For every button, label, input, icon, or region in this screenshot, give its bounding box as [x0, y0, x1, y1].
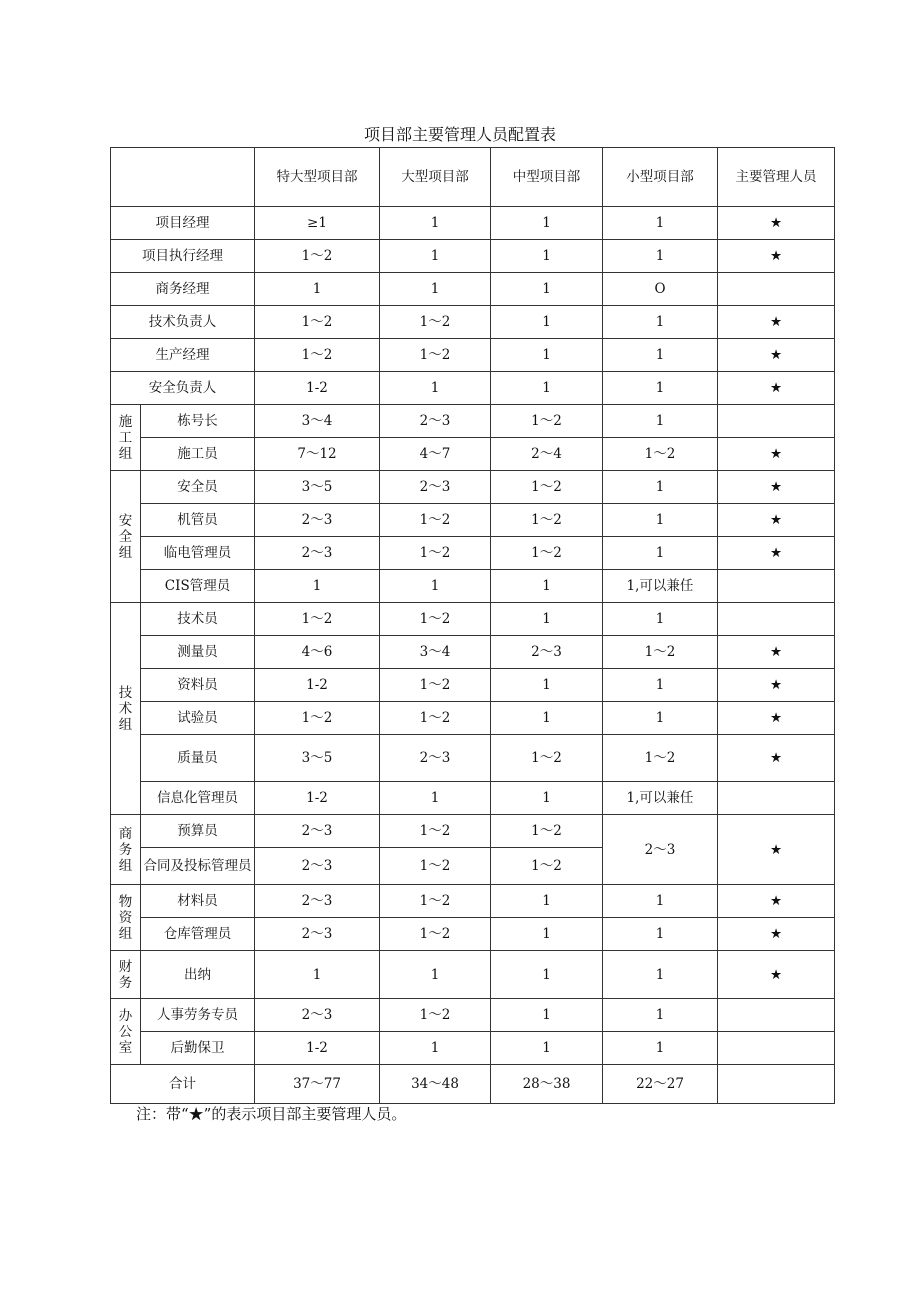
value-cell: 1,可以兼任	[603, 782, 718, 815]
header-medium: 中型项目部	[491, 148, 603, 207]
value-cell: 2～3	[255, 918, 380, 951]
value-cell-merged: 2～3	[603, 815, 718, 885]
role-cell: 安全员	[141, 471, 255, 504]
value-cell: 1～2	[380, 918, 491, 951]
role-cell: 资料员	[141, 669, 255, 702]
value-cell: 1	[491, 669, 603, 702]
star-icon: ★	[718, 636, 835, 669]
value-cell: 1～2	[380, 603, 491, 636]
value-cell: 3～5	[255, 735, 380, 782]
role-cell: 材料员	[141, 885, 255, 918]
value-cell: 1	[603, 339, 718, 372]
value-cell: 1～2	[255, 702, 380, 735]
role-cell: 机管员	[141, 504, 255, 537]
star-icon: ★	[718, 815, 835, 885]
value-cell: 2～3	[255, 537, 380, 570]
value-cell: 1-2	[255, 372, 380, 405]
table-row	[111, 537, 835, 570]
value-cell: 1	[491, 207, 603, 240]
role-cell: 预算员	[141, 815, 255, 848]
value-cell: 1～2	[255, 603, 380, 636]
value-cell: 1-2	[255, 782, 380, 815]
group-label-materials: 物 资 组	[111, 885, 141, 951]
value-cell: 1	[255, 570, 380, 603]
star-icon: ★	[718, 951, 835, 999]
star-icon: ★	[718, 471, 835, 504]
group-label-construction: 施 工 组	[111, 405, 141, 471]
value-cell: 1	[603, 306, 718, 339]
value-cell: 1	[380, 1032, 491, 1065]
value-cell: 7～12	[255, 438, 380, 471]
value-cell: 1	[603, 999, 718, 1032]
group-label-finance: 财 务	[111, 951, 141, 999]
value-cell: 2～3	[255, 885, 380, 918]
total-value: 28～38	[491, 1065, 603, 1104]
value-cell: 1	[603, 471, 718, 504]
key-cell	[718, 405, 835, 438]
key-cell	[718, 999, 835, 1032]
table-row	[111, 306, 835, 339]
key-cell	[718, 570, 835, 603]
value-cell: 1	[491, 999, 603, 1032]
value-cell: 1	[255, 951, 380, 999]
value-cell: 1～2	[255, 240, 380, 273]
value-cell: 1～2	[380, 537, 491, 570]
value-cell: 2～3	[255, 815, 380, 848]
value-cell: 1	[491, 306, 603, 339]
value-cell: 1～2	[380, 306, 491, 339]
value-cell: 1	[380, 240, 491, 273]
value-cell: 1	[380, 951, 491, 999]
table-row	[111, 999, 835, 1032]
value-cell: 1	[491, 951, 603, 999]
table-row	[111, 240, 835, 273]
header-key-staff: 主要管理人员	[718, 148, 835, 207]
role-cell: CIS管理员	[141, 570, 255, 603]
star-icon: ★	[718, 306, 835, 339]
role-cell: 出纳	[141, 951, 255, 999]
value-cell: 1～2	[491, 471, 603, 504]
value-cell: 1	[603, 885, 718, 918]
value-cell: 1～2	[380, 848, 491, 885]
value-cell: 2～3	[380, 471, 491, 504]
value-cell: 1～2	[491, 504, 603, 537]
value-cell: 1	[491, 372, 603, 405]
value-cell: 1～2	[255, 339, 380, 372]
value-cell: 1～2	[491, 815, 603, 848]
star-icon: ★	[718, 504, 835, 537]
total-label: 合计	[111, 1065, 255, 1104]
value-cell: 1	[491, 603, 603, 636]
star-icon: ★	[718, 702, 835, 735]
role-cell: 栋号长	[141, 405, 255, 438]
role-cell: 项目执行经理	[111, 240, 255, 273]
total-value: 37～77	[255, 1065, 380, 1104]
star-icon: ★	[718, 339, 835, 372]
table-row	[111, 471, 835, 504]
table-row	[111, 782, 835, 815]
group-label-office: 办 公 室	[111, 999, 141, 1065]
header-small: 小型项目部	[603, 148, 718, 207]
value-cell: 1～2	[491, 848, 603, 885]
value-cell: 2～3	[380, 735, 491, 782]
role-cell: 临电管理员	[141, 537, 255, 570]
total-row	[111, 1065, 835, 1104]
role-cell: 试验员	[141, 702, 255, 735]
group-label-safety: 安 全 组	[111, 471, 141, 603]
table-title: 项目部主要管理人员配置表	[363, 125, 556, 144]
star-icon: ★	[718, 918, 835, 951]
role-cell: 质量员	[141, 735, 255, 782]
table-row	[111, 951, 835, 999]
table-row	[111, 636, 835, 669]
table-row	[111, 438, 835, 471]
value-cell: 1	[603, 918, 718, 951]
value-cell: 1	[380, 782, 491, 815]
value-cell: 1	[603, 669, 718, 702]
value-cell: 1	[491, 240, 603, 273]
role-cell: 测量员	[141, 636, 255, 669]
value-cell: 4～7	[380, 438, 491, 471]
role-cell: 仓库管理员	[141, 918, 255, 951]
value-cell: 3～4	[380, 636, 491, 669]
value-cell: 1	[491, 1032, 603, 1065]
role-cell: 项目经理	[111, 207, 255, 240]
value-cell: 1	[603, 504, 718, 537]
value-cell: 1～2	[255, 306, 380, 339]
value-cell: 1～2	[603, 636, 718, 669]
table-row	[111, 669, 835, 702]
value-cell: 1～2	[380, 999, 491, 1032]
value-cell: 1～2	[380, 339, 491, 372]
value-cell: 1	[603, 405, 718, 438]
star-icon: ★	[718, 207, 835, 240]
table-row	[111, 372, 835, 405]
table-row	[111, 1032, 835, 1065]
star-icon: ★	[718, 537, 835, 570]
role-cell: 人事劳务专员	[141, 999, 255, 1032]
value-cell: O	[603, 273, 718, 306]
value-cell: 1～2	[491, 405, 603, 438]
table-row	[111, 815, 835, 848]
value-cell: 2～3	[255, 999, 380, 1032]
table-row	[111, 735, 835, 782]
table-row	[111, 885, 835, 918]
header-large: 大型项目部	[380, 148, 491, 207]
value-cell: 1～2	[491, 735, 603, 782]
value-cell: 1～2	[380, 702, 491, 735]
role-cell: 生产经理	[111, 339, 255, 372]
value-cell: 3～5	[255, 471, 380, 504]
value-cell: 1	[603, 240, 718, 273]
star-icon: ★	[718, 438, 835, 471]
value-cell: 1～2	[491, 537, 603, 570]
header-extra-large: 特大型项目部	[255, 148, 380, 207]
value-cell: 1～2	[380, 669, 491, 702]
value-cell: 1	[380, 372, 491, 405]
key-cell	[718, 603, 835, 636]
staff-config-table	[110, 147, 835, 1104]
star-icon: ★	[718, 735, 835, 782]
value-cell: 1	[491, 339, 603, 372]
footnote: 注：带“★”的表示项目部主要管理人员。	[136, 1105, 407, 1123]
total-value: 34～48	[380, 1065, 491, 1104]
value-cell: 2～4	[491, 438, 603, 471]
value-cell: 1	[603, 603, 718, 636]
star-icon: ★	[718, 885, 835, 918]
value-cell: 1	[255, 273, 380, 306]
value-cell: 1～2	[603, 735, 718, 782]
value-cell: 2～3	[491, 636, 603, 669]
table-row	[111, 570, 835, 603]
value-cell: 1	[491, 273, 603, 306]
value-cell: 1	[603, 207, 718, 240]
value-cell: 2～3	[380, 405, 491, 438]
role-cell: 技术负责人	[111, 306, 255, 339]
key-cell	[718, 782, 835, 815]
value-cell: 1	[603, 702, 718, 735]
key-cell	[718, 273, 835, 306]
role-cell: 安全负责人	[111, 372, 255, 405]
value-cell: 1-2	[255, 1032, 380, 1065]
role-cell: 后勤保卫	[141, 1032, 255, 1065]
table-row	[111, 207, 835, 240]
value-cell: 1	[491, 570, 603, 603]
value-cell: 2～3	[255, 504, 380, 537]
table-header-row	[111, 148, 835, 207]
role-cell: 合同及投标管理员	[141, 848, 255, 885]
role-cell: 信息化管理员	[141, 782, 255, 815]
value-cell: 1	[603, 372, 718, 405]
value-cell: 1～2	[603, 438, 718, 471]
value-cell: 4～6	[255, 636, 380, 669]
total-value: 22～27	[603, 1065, 718, 1104]
value-cell: 1,可以兼任	[603, 570, 718, 603]
group-label-technical: 技 术 组	[111, 603, 141, 815]
table-row	[111, 504, 835, 537]
key-cell	[718, 1032, 835, 1065]
value-cell: 1	[491, 782, 603, 815]
value-cell: 1	[380, 207, 491, 240]
value-cell: 1	[603, 951, 718, 999]
table-row	[111, 603, 835, 636]
value-cell: 1	[603, 537, 718, 570]
total-key-cell	[718, 1065, 835, 1104]
value-cell: 1	[491, 702, 603, 735]
value-cell: 3～4	[255, 405, 380, 438]
value-cell: 1	[491, 885, 603, 918]
value-cell: 1-2	[255, 669, 380, 702]
star-icon: ★	[718, 669, 835, 702]
table-row	[111, 405, 835, 438]
table-row	[111, 702, 835, 735]
header-blank-cell	[111, 148, 255, 207]
role-cell: 商务经理	[111, 273, 255, 306]
group-label-commercial: 商 务 组	[111, 815, 141, 885]
value-cell: 1～2	[380, 885, 491, 918]
value-cell: 1	[491, 918, 603, 951]
role-cell: 施工员	[141, 438, 255, 471]
table-row	[111, 273, 835, 306]
value-cell: 1～2	[380, 504, 491, 537]
value-cell: 1	[380, 273, 491, 306]
value-cell: 1	[380, 570, 491, 603]
star-icon: ★	[718, 240, 835, 273]
value-cell: 2～3	[255, 848, 380, 885]
value-cell: ≥1	[255, 207, 380, 240]
star-icon: ★	[718, 372, 835, 405]
table-row	[111, 339, 835, 372]
table-row	[111, 918, 835, 951]
value-cell: 1～2	[380, 815, 491, 848]
role-cell: 技术员	[141, 603, 255, 636]
value-cell: 1	[603, 1032, 718, 1065]
